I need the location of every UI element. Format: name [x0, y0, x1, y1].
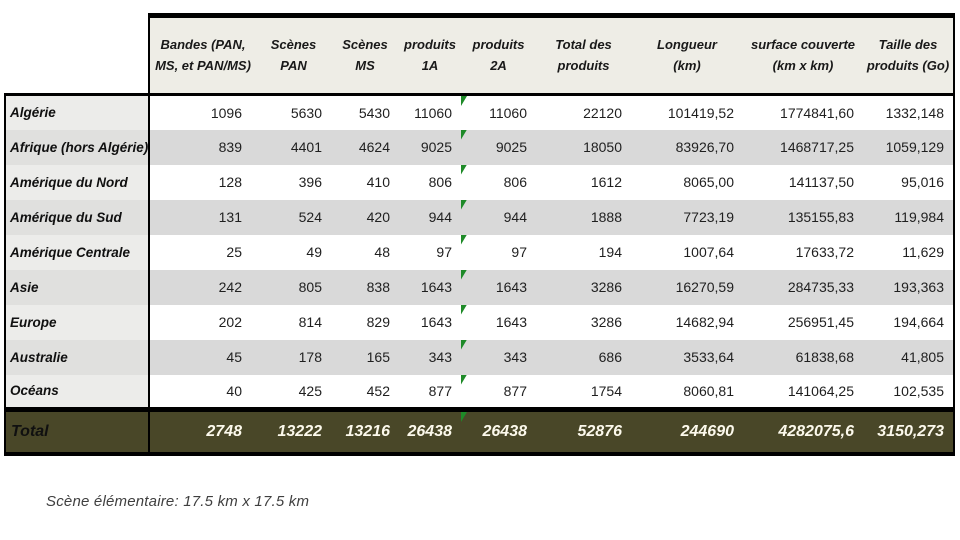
header-line: Bandes (PAN, — [160, 37, 246, 53]
cell-value: 4401 — [290, 139, 322, 155]
table-cell — [149, 270, 256, 305]
table-cell — [631, 340, 743, 375]
table-row — [5, 130, 954, 165]
cell-value: 806 — [503, 174, 527, 190]
cell-value: 9025 — [495, 139, 527, 155]
table-cell — [461, 130, 536, 165]
cell-value: 242 — [218, 279, 242, 295]
cell-value: 1332,148 — [885, 104, 944, 121]
cell-value: 95,016 — [901, 174, 944, 190]
header-line: produits (Go) — [866, 57, 950, 73]
table-cell — [256, 200, 331, 235]
table-cell — [256, 235, 331, 270]
table-cell — [743, 375, 863, 410]
table-cell — [461, 270, 536, 305]
cell-value: 1754 — [590, 382, 622, 399]
cell-value: 141137,50 — [788, 174, 854, 190]
column-header-produits-1a — [399, 16, 461, 95]
table-cell — [536, 235, 631, 270]
footnote-scene-elementaire: Scène élémentaire: 17.5 km x 17.5 km — [46, 493, 310, 510]
cell-value: 814 — [298, 314, 322, 330]
table-cell — [461, 340, 536, 375]
table-cell — [149, 165, 256, 200]
cell-value: 141064,25 — [787, 382, 854, 399]
cell-value: 202 — [218, 314, 242, 330]
cell-value: 829 — [366, 314, 390, 330]
products-statistics-table — [4, 13, 955, 456]
column-header-taille — [863, 16, 954, 95]
table-cell — [256, 375, 331, 410]
table-row — [5, 200, 954, 235]
table-cell — [399, 270, 461, 305]
table-cell — [399, 375, 461, 410]
cell-value: 1643 — [495, 314, 527, 330]
green-error-flag-icon — [461, 412, 467, 422]
total-label: Total — [5, 410, 149, 454]
cell-value: 11,629 — [902, 244, 944, 260]
green-error-flag-icon — [461, 340, 467, 350]
table-cell — [631, 305, 743, 340]
table-cell — [331, 340, 399, 375]
cell-value: 49 — [306, 244, 322, 260]
cell-value: 25 — [226, 244, 242, 260]
table-cell — [149, 235, 256, 270]
header-line: Longueur — [657, 37, 717, 53]
table-cell — [399, 340, 461, 375]
table-cell — [399, 305, 461, 340]
table-cell — [631, 130, 743, 165]
header-line: surface couverte — [750, 37, 856, 53]
table-cell — [743, 270, 863, 305]
cell-value: 4624 — [358, 139, 390, 155]
table-cell — [536, 165, 631, 200]
cell-value: 22120 — [583, 104, 622, 121]
cell-value: 1612 — [590, 174, 622, 190]
row-label: Asie — [5, 270, 149, 305]
table-cell — [863, 95, 954, 130]
table-cell — [256, 130, 331, 165]
cell-value: 1468717,25 — [780, 139, 854, 155]
cell-value: 944 — [503, 209, 527, 225]
cell-value: 16270,59 — [675, 279, 734, 295]
table-cell — [331, 165, 399, 200]
header-row — [5, 16, 954, 95]
cell-value: 9025 — [420, 139, 452, 155]
cell-value: 425 — [298, 382, 322, 399]
header-line: 2A — [490, 57, 507, 73]
table-cell — [399, 95, 461, 130]
green-error-flag-icon — [461, 200, 467, 210]
total-cell: 13222 — [256, 410, 331, 454]
header-line: Taille des — [878, 37, 938, 53]
table-cell — [399, 130, 461, 165]
header-line: produits — [557, 57, 610, 73]
cell-value: 1643 — [495, 279, 527, 295]
cell-value: 452 — [366, 382, 390, 399]
cell-value: 61838,68 — [795, 349, 854, 365]
cell-value: 256951,45 — [787, 314, 854, 330]
cell-value: 194,664 — [893, 314, 944, 330]
table-cell — [631, 235, 743, 270]
row-label: Amérique Centrale — [5, 235, 149, 270]
cell-value: 11060 — [414, 104, 452, 121]
table-cell — [743, 130, 863, 165]
table-cell — [149, 200, 256, 235]
table-cell — [863, 235, 954, 270]
cell-value: 420 — [366, 209, 390, 225]
header-line: MS, et PAN/MS) — [155, 57, 251, 73]
table-cell — [399, 200, 461, 235]
cell-value: 131 — [218, 209, 242, 225]
corner-cell — [5, 16, 149, 95]
cell-value: 40 — [226, 382, 242, 399]
green-error-flag-icon — [461, 305, 467, 315]
table-row — [5, 95, 954, 130]
cell-value: 45 — [226, 349, 242, 365]
table-cell — [256, 340, 331, 375]
cell-value: 1643 — [420, 314, 452, 330]
cell-value: 119,984 — [894, 209, 944, 225]
cell-value: 1059,129 — [885, 139, 944, 155]
cell-value: 83926,70 — [675, 139, 734, 155]
cell-value: 5630 — [290, 104, 322, 121]
header-line: Scènes — [270, 37, 317, 53]
total-cell: 4282075,6 — [743, 410, 863, 454]
cell-value: 128 — [218, 174, 242, 190]
cell-value: 194 — [598, 244, 622, 260]
table-cell — [399, 235, 461, 270]
column-header-total-produits — [536, 16, 631, 95]
table-cell — [863, 340, 954, 375]
table-cell — [631, 165, 743, 200]
table-cell — [631, 375, 743, 410]
table-cell — [149, 305, 256, 340]
cell-value: 178 — [298, 349, 322, 365]
table-cell — [256, 95, 331, 130]
table-cell — [536, 340, 631, 375]
header-line: produits — [472, 37, 525, 53]
table-cell — [536, 200, 631, 235]
table-row — [5, 340, 954, 375]
cell-value: 3286 — [590, 279, 622, 295]
table-cell — [536, 305, 631, 340]
cell-value: 686 — [598, 349, 622, 365]
column-header-bandes — [149, 16, 256, 95]
row-label: Europe — [5, 305, 149, 340]
cell-value: 135155,83 — [787, 209, 854, 225]
header-line: MS — [355, 57, 375, 73]
table-cell — [331, 305, 399, 340]
cell-value: 1888 — [590, 209, 622, 225]
row-label: Amérique du Sud — [5, 200, 149, 235]
cell-value: 396 — [298, 174, 322, 190]
table-cell — [149, 340, 256, 375]
row-label: Océans — [5, 375, 149, 410]
cell-value: 877 — [503, 382, 527, 399]
header-line: Total des — [555, 37, 612, 53]
total-row — [5, 410, 954, 454]
cell-value: 805 — [298, 279, 322, 295]
table-cell — [863, 375, 954, 410]
total-cell: 244690 — [631, 410, 743, 454]
header-line: (km) — [673, 57, 701, 73]
cell-value: 806 — [428, 174, 452, 190]
green-error-flag-icon — [461, 235, 467, 245]
cell-value: 8065,00 — [683, 174, 734, 190]
cell-value: 165 — [366, 349, 390, 365]
table-cell — [461, 165, 536, 200]
table-cell — [536, 270, 631, 305]
table-cell — [863, 165, 954, 200]
table-cell — [331, 375, 399, 410]
cell-value: 410 — [366, 174, 390, 190]
header-line: (km x km) — [772, 57, 834, 73]
cell-value: 1007,64 — [683, 244, 734, 260]
table-cell — [331, 130, 399, 165]
table-cell — [256, 270, 331, 305]
green-error-flag-icon — [461, 130, 467, 140]
cell-value: 524 — [298, 209, 322, 225]
table-cell — [461, 375, 536, 410]
total-cell: 13216 — [331, 410, 399, 454]
column-header-produits-2a — [461, 16, 536, 95]
table-cell — [536, 95, 631, 130]
table-cell — [331, 270, 399, 305]
header-line: produits — [404, 37, 456, 53]
cell-value: 3286 — [590, 314, 622, 330]
green-error-flag-icon — [461, 375, 467, 385]
row-label: Australie — [5, 340, 149, 375]
total-cell: 2748 — [149, 410, 256, 454]
row-label: Algérie — [5, 95, 149, 130]
cell-value: 8060,81 — [683, 382, 734, 399]
table-row — [5, 165, 954, 200]
total-cell: 52876 — [536, 410, 631, 454]
cell-value: 18050 — [583, 139, 622, 155]
table-cell — [743, 235, 863, 270]
green-error-flag-icon — [461, 270, 467, 280]
cell-value: 838 — [366, 279, 390, 295]
cell-value: 97 — [436, 244, 452, 260]
table-cell — [461, 305, 536, 340]
cell-value: 1643 — [420, 279, 452, 295]
table-row — [5, 375, 954, 410]
cell-value: 41,805 — [901, 349, 944, 365]
table-cell — [331, 200, 399, 235]
column-header-scenes-ms — [331, 16, 399, 95]
table-cell — [256, 305, 331, 340]
cell-value: 14682,94 — [675, 314, 734, 330]
table-cell — [256, 165, 331, 200]
cell-value: 944 — [428, 209, 452, 225]
table-cell — [536, 375, 631, 410]
cell-value: 101419,52 — [667, 104, 734, 121]
table-cell — [863, 130, 954, 165]
cell-value: 193,363 — [893, 279, 944, 295]
table-cell — [536, 130, 631, 165]
row-label: Amérique du Nord — [5, 165, 149, 200]
table-cell — [149, 95, 256, 130]
table-cell — [631, 200, 743, 235]
table-cell — [399, 165, 461, 200]
cell-value: 1096 — [210, 104, 242, 121]
table-cell — [149, 375, 256, 410]
table-row — [5, 270, 954, 305]
table-cell — [461, 95, 536, 130]
green-error-flag-icon — [461, 165, 467, 175]
green-error-flag-icon — [461, 96, 467, 106]
table-cell — [331, 95, 399, 130]
cell-value: 102,535 — [893, 382, 944, 399]
cell-value: 97 — [511, 244, 527, 260]
cell-value: 17633,72 — [795, 244, 854, 260]
table-cell — [743, 95, 863, 130]
table-cell — [461, 200, 536, 235]
cell-value: 11060 — [489, 104, 527, 121]
table-row — [5, 305, 954, 340]
cell-value: 1774841,60 — [780, 104, 854, 121]
total-cell: 26438 — [399, 410, 461, 454]
table-cell — [863, 270, 954, 305]
header-line: 1A — [421, 57, 439, 73]
table-cell — [631, 95, 743, 130]
total-cell: 26438 — [461, 410, 536, 454]
header-line: PAN — [280, 57, 307, 73]
table-cell — [631, 270, 743, 305]
table-cell — [331, 235, 399, 270]
cell-value: 48 — [374, 244, 390, 260]
table-cell — [743, 200, 863, 235]
row-label: Afrique (hors Algérie) — [5, 130, 149, 165]
header-line: Scènes — [342, 37, 388, 53]
cell-value: 5430 — [358, 104, 390, 121]
table-cell — [743, 305, 863, 340]
table-cell — [461, 235, 536, 270]
table-cell — [743, 340, 863, 375]
cell-value: 343 — [428, 349, 452, 365]
total-cell: 3150,273 — [863, 410, 954, 454]
table-row — [5, 235, 954, 270]
cell-value: 343 — [503, 349, 527, 365]
cell-value: 7723,19 — [683, 209, 734, 225]
table-cell — [863, 305, 954, 340]
column-header-longueur — [631, 16, 743, 95]
table-cell — [743, 165, 863, 200]
cell-value: 839 — [218, 139, 242, 155]
cell-value: 877 — [428, 382, 452, 399]
table-cell — [863, 200, 954, 235]
cell-value: 284735,33 — [787, 279, 854, 295]
table-cell — [149, 130, 256, 165]
column-header-surface — [743, 16, 863, 95]
column-header-scenes-pan — [256, 16, 331, 95]
cell-value: 3533,64 — [683, 349, 734, 365]
